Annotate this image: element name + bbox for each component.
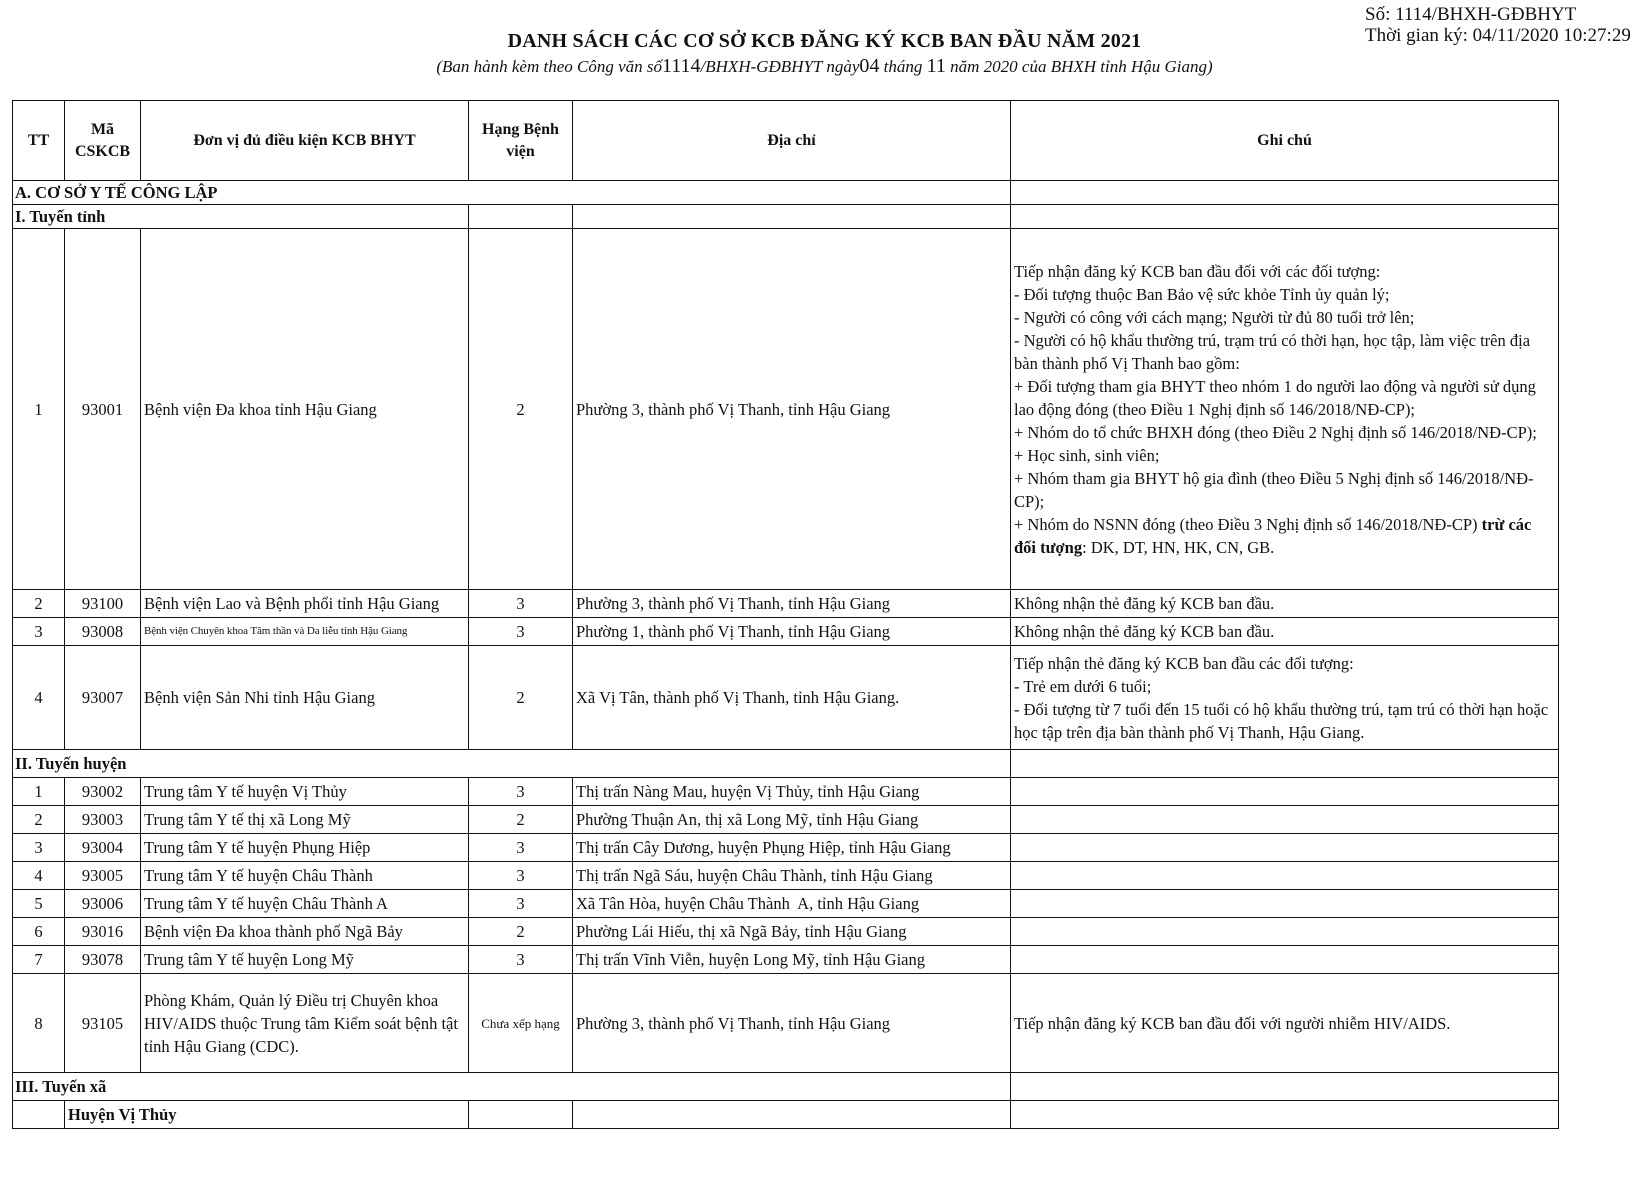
cell-unit: Bệnh viện Lao và Bệnh phổi tỉnh Hậu Giang xyxy=(141,590,469,618)
cell-rank: 2 xyxy=(469,229,573,590)
cell-note xyxy=(1011,778,1559,806)
cell-note xyxy=(1011,646,1559,750)
cell-note: Không nhận thẻ đăng ký KCB ban đầu. xyxy=(1011,618,1559,646)
table-row xyxy=(13,806,1559,834)
cell-unit: Trung tâm Y tế huyện Long Mỹ xyxy=(141,946,469,974)
cell-note: Không nhận thẻ đăng ký KCB ban đầu. xyxy=(1011,590,1559,618)
cell-address: Phường Thuận An, thị xã Long Mỹ, tỉnh Hậu Giang xyxy=(573,806,1011,834)
table-row xyxy=(13,862,1559,890)
section-3-label: III. Tuyến xã xyxy=(13,1073,1011,1101)
table-row xyxy=(13,974,1559,1073)
cell-tt: 3 xyxy=(13,618,65,646)
section-row xyxy=(13,750,1559,778)
cell-code: 93007 xyxy=(65,646,141,750)
cell-rank: 3 xyxy=(469,778,573,806)
empty-cell xyxy=(13,1101,65,1129)
note-line: + Nhóm tham gia BHYT hộ gia đình (theo Điều 5 Nghị định số 146/2018/NĐ-CP); xyxy=(1014,468,1534,511)
table-row xyxy=(13,778,1559,806)
cell-tt: 3 xyxy=(13,834,65,862)
cell-rank: 2 xyxy=(469,918,573,946)
empty-cell xyxy=(469,205,573,229)
document-title: DANH SÁCH CÁC CƠ SỞ KCB ĐĂNG KÝ KCB BAN ĐẦU NĂM 2021 xyxy=(507,30,1142,52)
facility-table xyxy=(12,100,1559,1129)
cell-code: 93008 xyxy=(65,618,141,646)
cell-address: Thị trấn Vĩnh Viễn, huyện Long Mỹ, tỉnh Hậu Giang xyxy=(573,946,1011,974)
cell-tt: 4 xyxy=(13,646,65,750)
table-row xyxy=(13,918,1559,946)
cell-rank: 2 xyxy=(469,646,573,750)
cell-tt: 2 xyxy=(13,806,65,834)
cell-note xyxy=(1011,918,1559,946)
cell-address: Xã Vị Tân, thành phố Vị Thanh, tỉnh Hậu Giang. xyxy=(573,646,1011,750)
cell-address: Thị trấn Cây Dương, huyện Phụng Hiệp, tỉnh Hậu Giang xyxy=(573,834,1011,862)
cell-code: 93006 xyxy=(65,890,141,918)
cell-note xyxy=(1011,806,1559,834)
cell-unit: Trung tâm Y tế huyện Châu Thành A xyxy=(141,890,469,918)
document-subtitle: (Ban hành kèm theo Công văn số1114/BHXH-GĐBHYT ngày04 tháng 11 năm 2020 của BHXH tỉnh Hậu Giang) xyxy=(436,55,1213,77)
cell-code: 93100 xyxy=(65,590,141,618)
cell-tt: 5 xyxy=(13,890,65,918)
note-line: - Đối tượng từ 7 tuổi đến 15 tuổi có hộ khẩu thường trú, tạm trú có thời hạn hoặc học tập trên địa bàn thành phố Vị Thanh, Hậu Giang. xyxy=(1014,699,1549,742)
cell-note xyxy=(1011,890,1559,918)
cell-code: 93016 xyxy=(65,918,141,946)
cell-note xyxy=(1011,229,1559,590)
cell-note xyxy=(1011,946,1559,974)
cell-address: Phường 3, thành phố Vị Thanh, tỉnh Hậu Giang xyxy=(573,974,1011,1073)
cell-unit: Phòng Khám, Quản lý Điều trị Chuyên khoa HIV/AIDS thuộc Trung tâm Kiểm soát bệnh tật tỉnh Hậu Giang (CDC). xyxy=(141,974,469,1073)
cell-address: Phường Lái Hiếu, thị xã Ngã Bảy, tỉnh Hậu Giang xyxy=(573,918,1011,946)
section-row xyxy=(13,1073,1559,1101)
cell-unit: Trung tâm Y tế huyện Châu Thành xyxy=(141,862,469,890)
section-1-label: I. Tuyến tỉnh xyxy=(13,205,469,229)
cell-address: Thị trấn Nàng Mau, huyện Vị Thủy, tỉnh Hậu Giang xyxy=(573,778,1011,806)
cell-unit: Trung tâm Y tế huyện Phụng Hiệp xyxy=(141,834,469,862)
section-row xyxy=(13,181,1559,205)
header-tt: TT xyxy=(13,101,65,181)
empty-cell xyxy=(1011,1073,1559,1101)
header-note: Ghi chú xyxy=(1011,101,1559,181)
doc-number: Số: 1114/BHXH-GĐBHYT xyxy=(1365,4,1577,25)
note-line: Tiếp nhận đăng ký KCB ban đầu đối với các đối tượng: xyxy=(1014,261,1381,281)
header-code: Mã CSKCB xyxy=(65,101,141,181)
cell-address: Xã Tân Hòa, huyện Châu Thành A, tỉnh Hậu Giang xyxy=(573,890,1011,918)
note-line: + Nhóm do NSNN đóng (theo Điều 3 Nghị định số 146/2018/NĐ-CP) trừ các đối tượng: DK, DT, HN, HK, CN, GB. xyxy=(1014,514,1532,557)
header-address: Địa chỉ xyxy=(573,101,1011,181)
cell-unit: Bệnh viện Đa khoa tỉnh Hậu Giang xyxy=(141,229,469,590)
cell-unit: Bệnh viện Sản Nhi tỉnh Hậu Giang xyxy=(141,646,469,750)
cell-code: 93003 xyxy=(65,806,141,834)
table-row xyxy=(13,618,1559,646)
cell-unit: Bệnh viện Đa khoa thành phố Ngã Bảy xyxy=(141,918,469,946)
cell-tt: 6 xyxy=(13,918,65,946)
cell-code: 93001 xyxy=(65,229,141,590)
table-row xyxy=(13,946,1559,974)
subtitle-month: 11 xyxy=(926,55,946,77)
header-unit: Đơn vị đủ điều kiện KCB BHYT xyxy=(141,101,469,181)
cell-tt: 8 xyxy=(13,974,65,1073)
cell-unit: Trung tâm Y tế thị xã Long Mỹ xyxy=(141,806,469,834)
cell-rank: 3 xyxy=(469,834,573,862)
note-line: - Đối tượng thuộc Ban Bảo vệ sức khỏe Tỉnh ủy quản lý; xyxy=(1014,284,1390,304)
cell-note xyxy=(1011,834,1559,862)
header-rank: Hạng Bệnh viện xyxy=(469,101,573,181)
table-header-row xyxy=(13,101,1559,181)
district-label: Huyện Vị Thủy xyxy=(65,1101,469,1129)
empty-cell xyxy=(1011,1101,1559,1129)
cell-address: Phường 3, thành phố Vị Thanh, tỉnh Hậu Giang xyxy=(573,229,1011,590)
table-row xyxy=(13,890,1559,918)
cell-code: 93005 xyxy=(65,862,141,890)
cell-tt: 4 xyxy=(13,862,65,890)
section-a-label: A. CƠ SỞ Y TẾ CÔNG LẬP xyxy=(13,181,1011,205)
section-2-label: II. Tuyến huyện xyxy=(13,750,1011,778)
cell-tt: 2 xyxy=(13,590,65,618)
cell-code: 93078 xyxy=(65,946,141,974)
empty-cell xyxy=(1011,750,1559,778)
section-row xyxy=(13,205,1559,229)
note-emphasis: trừ các đối tượng xyxy=(1014,514,1532,557)
subtitle-number: 1114 xyxy=(662,55,701,77)
table-row xyxy=(13,590,1559,618)
table-row xyxy=(13,834,1559,862)
cell-tt: 1 xyxy=(13,778,65,806)
note-line: + Đối tượng tham gia BHYT theo nhóm 1 do người lao động và người sử dụng lao động đóng (theo Điều 1 Nghị định số 146/2018/NĐ-CP); xyxy=(1014,376,1536,419)
empty-cell xyxy=(469,1101,573,1129)
cell-rank: 3 xyxy=(469,862,573,890)
cell-code: 93004 xyxy=(65,834,141,862)
cell-rank: 2 xyxy=(469,806,573,834)
note-line: + Học sinh, sinh viên; xyxy=(1014,445,1160,465)
cell-tt: 1 xyxy=(13,229,65,590)
empty-cell xyxy=(1011,205,1559,229)
subtitle-day: 04 xyxy=(859,55,880,77)
note-line: - Người có công với cách mạng; Người từ đủ 80 tuổi trở lên; xyxy=(1014,307,1415,327)
note-line: + Nhóm do tổ chức BHXH đóng (theo Điều 2 Nghị định số 146/2018/NĐ-CP); xyxy=(1014,422,1537,442)
cell-unit: Trung tâm Y tế huyện Vị Thủy xyxy=(141,778,469,806)
cell-rank: 3 xyxy=(469,890,573,918)
empty-cell xyxy=(1011,181,1559,205)
empty-cell xyxy=(573,205,1011,229)
cell-note xyxy=(1011,862,1559,890)
cell-tt: 7 xyxy=(13,946,65,974)
cell-rank: 3 xyxy=(469,618,573,646)
signed-time: Thời gian ký: 04/11/2020 10:27:29 xyxy=(1365,25,1631,46)
cell-code: 93105 xyxy=(65,974,141,1073)
cell-rank: 3 xyxy=(469,946,573,974)
cell-unit: Bệnh viện Chuyên khoa Tâm thần và Da liễu tỉnh Hậu Giang xyxy=(141,618,469,646)
table-row xyxy=(13,229,1559,590)
cell-address: Phường 1, thành phố Vị Thanh, tỉnh Hậu Giang xyxy=(573,618,1011,646)
cell-rank: Chưa xếp hạng xyxy=(469,974,573,1073)
empty-cell xyxy=(573,1101,1011,1129)
note-line: - Người có hộ khẩu thường trú, trạm trú có thời hạn, học tập, làm việc trên địa bàn thành phố Vị Thanh bao gồm: xyxy=(1014,330,1531,373)
subsection-row xyxy=(13,1101,1559,1129)
cell-rank: 3 xyxy=(469,590,573,618)
table-row xyxy=(13,646,1559,750)
cell-address: Phường 3, thành phố Vị Thanh, tỉnh Hậu Giang xyxy=(573,590,1011,618)
note-line: - Trẻ em dưới 6 tuổi; xyxy=(1014,676,1152,696)
cell-code: 93002 xyxy=(65,778,141,806)
cell-address: Thị trấn Ngã Sáu, huyện Châu Thành, tỉnh Hậu Giang xyxy=(573,862,1011,890)
cell-note: Tiếp nhận đăng ký KCB ban đầu đối với người nhiễm HIV/AIDS. xyxy=(1011,974,1559,1073)
note-line: Tiếp nhận thẻ đăng ký KCB ban đầu các đối tượng: xyxy=(1014,653,1354,673)
